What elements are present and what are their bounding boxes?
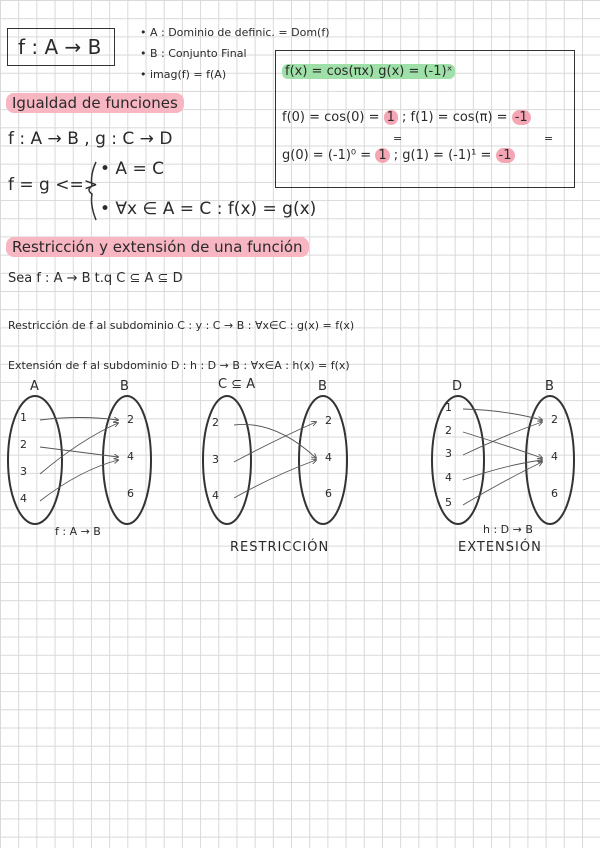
equality-mark-2: = [544,132,554,145]
equality-mark-1: = [393,132,403,145]
diagram2-domain-label: C ⊆ A [218,377,256,392]
restriction-setup: Sea f : A → B t.q C ⊆ A ⊆ D [8,271,183,286]
equality-condition-values: • ∀x ∈ A = C : f(x) = g(x) [100,199,317,219]
diagram2-codomain-point: 2 [325,414,332,427]
diagram1-codomain-point: 2 [127,413,134,426]
diagram1-domain-point: 4 [20,492,27,505]
diagram1-domain-point: 1 [20,411,27,424]
diagram3-caption: EXTENSIÓN [458,540,542,555]
section-heading-restriction: Restricción y extensión de una función [6,237,309,257]
diagram3-caption-top: h : D → B [483,523,533,536]
diagram3-domain-point: 4 [445,471,452,484]
diagram2-domain-point: 4 [212,489,219,502]
g1-expression: ; g(1) = (-1)¹ = [393,148,496,163]
restriction-definition: Restricción de f al subdominio C : y : C → B : ∀x∈C : g(x) = f(x) [8,319,355,332]
f0-expression: f(0) = cos(0) = [282,110,384,125]
diagram2-caption: RESTRICCIÓN [230,540,330,555]
f0-value: 1 [384,110,398,125]
equality-iff: f = g <=> [8,175,98,195]
diagram1-codomain-point: 6 [127,487,134,500]
function-box-text: f : A → B [18,35,102,59]
g1-value: -1 [496,148,515,163]
f1-expression: ; f(1) = cos(π) = [402,110,512,125]
f1-value: -1 [512,110,531,125]
g0-expression: g(0) = (-1)⁰ = [282,148,376,163]
definition-codomain: • B : Conjunto Final [140,47,247,60]
example-definitions: f(x) = cos(πx) g(x) = (-1)ˣ [282,64,455,79]
equality-functions-line: f : A → B , g : C → D [8,129,173,149]
diagram3-domain-label: D [452,379,463,394]
diagram3-domain-point: 5 [445,496,452,509]
definition-image: • imag(f) = f(A) [140,68,227,81]
diagram2-domain-point: 3 [212,453,219,466]
diagram1-domain-point: 2 [20,438,27,451]
diagram2-codomain-point: 6 [325,487,332,500]
diagram1-domain-label: A [30,379,39,394]
section-heading-equality: Igualdad de funciones [6,93,184,113]
diagram3-domain-point: 1 [445,401,452,414]
diagram2-domain-point: 2 [212,416,219,429]
diagram1-domain-point: 3 [20,465,27,478]
diagram3-domain-point: 2 [445,424,452,437]
diagram1-codomain-point: 4 [127,450,134,463]
diagram1-caption: f : A → B [55,525,101,538]
diagram3-codomain-label: B [545,379,554,394]
g0-value: 1 [375,148,389,163]
diagram2-codomain-label: B [318,379,327,394]
diagram3-codomain-point: 6 [551,487,558,500]
diagram2-codomain-point: 4 [325,451,332,464]
definition-domain: • A : Dominio de definic. = Dom(f) [140,26,330,39]
equality-condition-domains: • A = C [100,159,164,179]
extension-definition: Extensión de f al subdominio D : h : D → B : ∀x∈A : h(x) = f(x) [8,359,350,372]
diagram3-domain-point: 3 [445,447,452,460]
diagram3-codomain-point: 2 [551,413,558,426]
diagram1-codomain-label: B [120,379,129,394]
diagram3-codomain-point: 4 [551,450,558,463]
